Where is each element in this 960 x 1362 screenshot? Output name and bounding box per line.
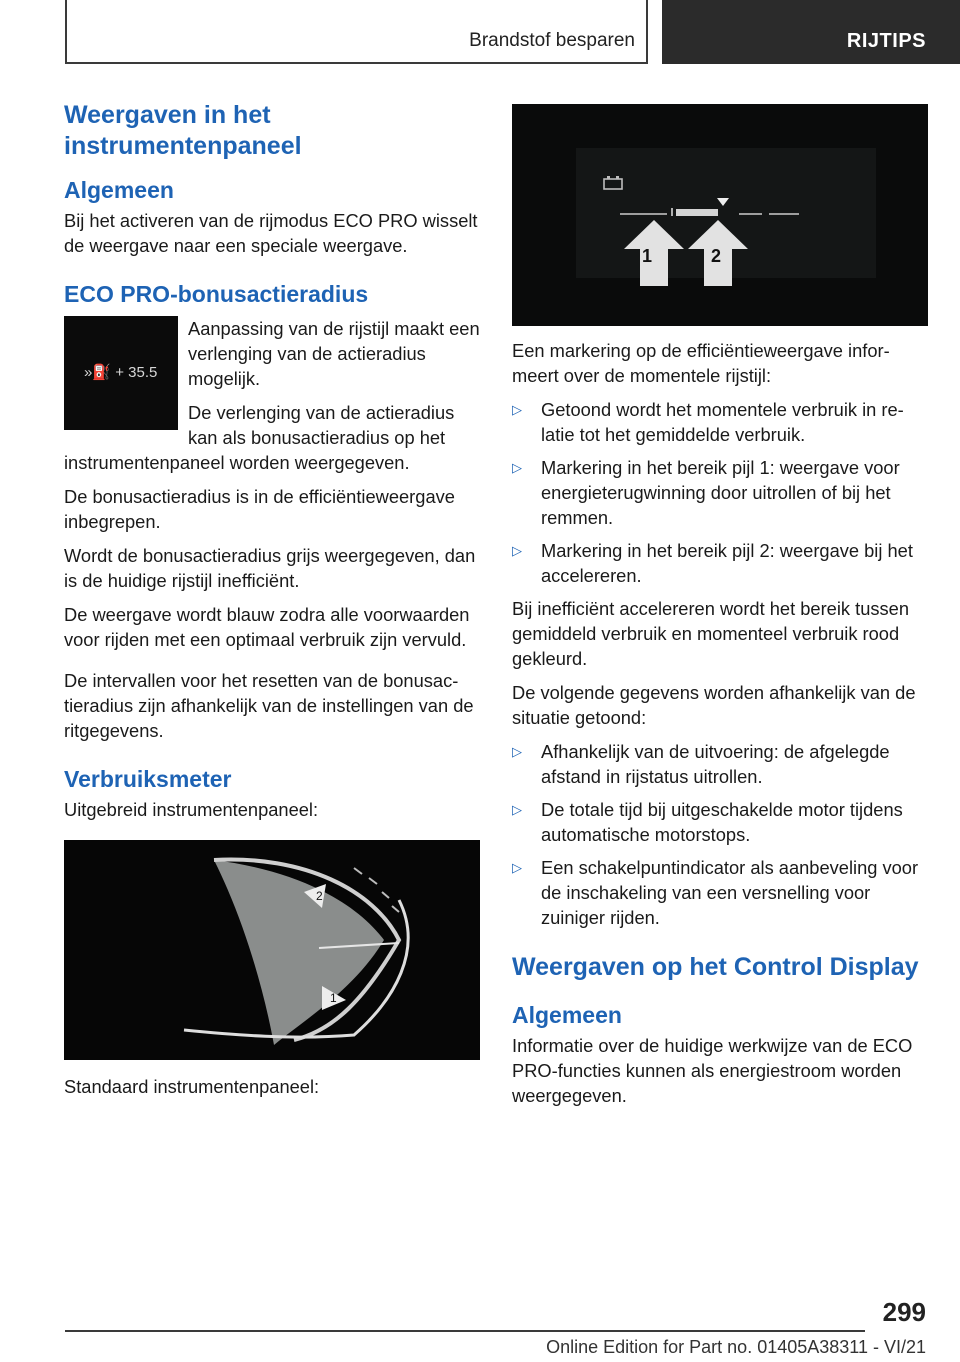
paragraph: Een markering op de efficiëntieweergave informeert over de momentele rijstijl: — [512, 340, 890, 386]
triangle-bullet-icon: ▷ — [512, 543, 522, 558]
paragraph: Aanpassing van de rijstijl maakt een verlenging van de actieradius mogelijk. — [188, 318, 480, 389]
svg-text:1: 1 — [642, 246, 653, 266]
paragraph: De verlenging van de actieradius kan als bonusactieradius op het instrumentenpaneel worden weergegeven. — [64, 402, 455, 473]
subheading-eco-pro: ECO PRO-bonusactieradius — [64, 281, 369, 307]
eco-bonus-readout: »⛽ + 35.5 — [84, 364, 158, 381]
bullet-item: ▷ Markering in het bereik pijl 2: weergave bij het accelereren. — [512, 540, 913, 586]
section-heading-instrument: Weergaven in het instrumentenpaneel — [64, 101, 302, 160]
efficiency-display-graphic — [512, 104, 928, 326]
footer-divider — [65, 1330, 865, 1332]
svg-text:2: 2 — [711, 246, 722, 266]
subheading-algemeen: Algemeen — [64, 177, 174, 203]
triangle-bullet-icon: ▷ — [512, 460, 522, 475]
svg-text:2: 2 — [316, 889, 323, 903]
section-title: Brandstof besparen — [469, 30, 635, 51]
bullet-item: ▷ Een schakelpuntindicator als aanbeveling voor de inschakeling van een versnelling voor zuiniger rijden. — [512, 857, 919, 928]
eco-block — [64, 316, 482, 475]
paragraph: Wordt de bonusactieradius grijs weergegeven, dan is de huidige rijstijl inefficiënt. — [64, 545, 476, 591]
paragraph: De weergave wordt blauw zodra alle voorwaarden voor rijden met een optimaal verbruik zijn vervuld. — [64, 604, 470, 650]
paragraph: De intervallen voor het resetten van de bonusactieradius zijn afhankelijk van de instellingen van de ritgegevens. — [64, 670, 474, 741]
extended-cluster-figure — [64, 840, 480, 1060]
page-number: 299 — [882, 1297, 926, 1327]
edition-note: Online Edition for Part no. 01405A38311 - VI/21 — [546, 1337, 926, 1357]
paragraph: De volgende gegevens worden afhankelijk van de situatie getoond: — [512, 682, 916, 728]
triangle-bullet-icon: ▷ — [512, 860, 522, 875]
fuel-pump-icon: »⛽ — [84, 364, 112, 381]
bullet-item: ▷ De totale tijd bij uitgeschakelde motor tijdens automatische motorstops. — [512, 799, 903, 845]
triangle-bullet-icon: ▷ — [512, 802, 522, 817]
subheading-verbruiksmeter: Verbruiksmeter — [64, 766, 232, 792]
triangle-bullet-icon: ▷ — [512, 744, 522, 759]
eco-bonus-figure — [64, 316, 178, 430]
paragraph: Uitgebreid instrumentenpaneel: — [64, 799, 319, 820]
standard-cluster-figure — [512, 104, 928, 326]
bullet-item: ▷ Getoond wordt het momentele verbruik in relatie tot het gemiddelde verbruik. — [512, 399, 904, 445]
paragraph: Bij inefficiënt accelereren wordt het bereik tussen gemiddeld verbruik en momenteel verbruik rood gekleurd. — [512, 598, 909, 669]
chapter-tab: RIJTIPS — [662, 0, 960, 64]
paragraph: Standaard instrumentenpaneel: — [64, 1076, 320, 1097]
left-column — [64, 100, 482, 1108]
paragraph: Informatie over de huidige werkwijze van de ECO PRO-functies kunnen als energiestroom worden weergegeven. — [512, 1035, 913, 1106]
right-column — [512, 104, 930, 1117]
bullet-item: ▷ Markering in het bereik pijl 1: weergave voor energieterugwinning door uitrollen of bij het remmen. — [512, 457, 900, 528]
paragraph: Bij het activeren van de rijmodus ECO PRO wisselt de weergave naar een speciale weergave. — [64, 210, 478, 256]
paragraph: De bonusactieradius is in de efficiëntieweergave inbegrepen. — [64, 486, 455, 532]
bullet-item: ▷ Afhankelijk van de uitvoering: de afgelegde afstand in rijstatus uitrollen. — [512, 741, 890, 787]
triangle-bullet-icon: ▷ — [512, 402, 522, 417]
svg-text:1: 1 — [330, 991, 337, 1005]
section-heading-control-display: Weergaven op het Control Display — [512, 953, 919, 981]
subheading-algemeen-2: Algemeen — [512, 1002, 622, 1028]
consumption-gauge-graphic — [64, 840, 480, 1060]
